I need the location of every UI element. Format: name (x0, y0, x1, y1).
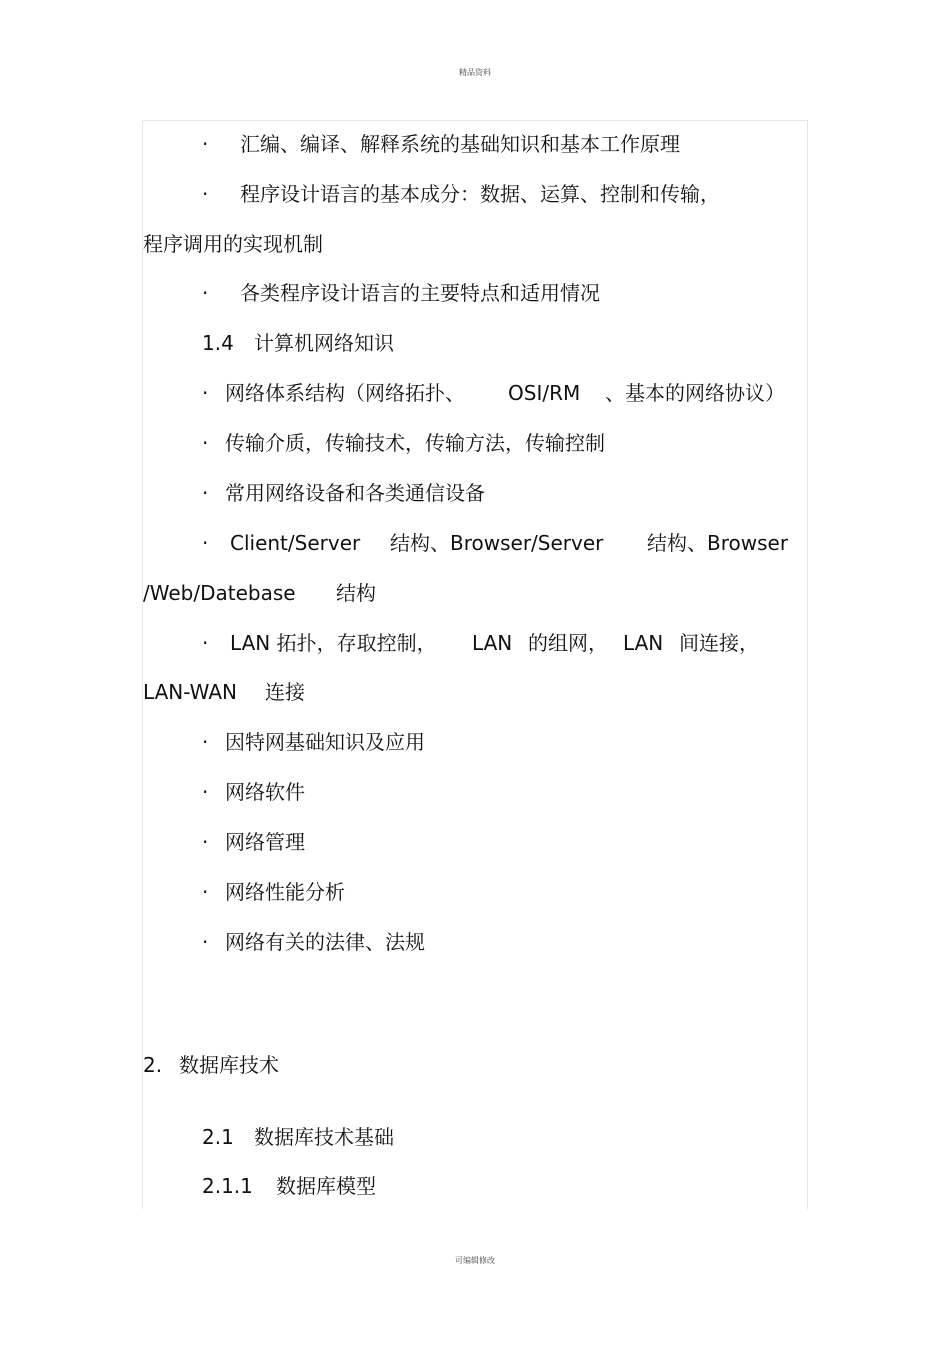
list-item-text: 的组网， (528, 631, 608, 655)
list-item-text: 网络体系结构（网络拓扑、 (225, 381, 465, 405)
bullet: · (202, 531, 209, 555)
section-number: 1.4 (202, 331, 234, 355)
bullet: · (202, 381, 209, 405)
list-item-continuation: LAN-WAN (143, 680, 237, 704)
list-item-text: 传输介质，传输技术，传输方法，传输控制 (225, 431, 605, 455)
chapter-title: 数据库技术 (179, 1053, 279, 1077)
bullet: · (202, 281, 209, 305)
list-item-continuation: 结构 (336, 581, 376, 605)
list-item-text: LAN (623, 631, 664, 655)
list-item-text: 结构、Browser (647, 531, 789, 555)
list-item-text: LAN 拓扑，存取控制， (230, 631, 437, 655)
subsection-number: 2.1.1 (202, 1174, 253, 1198)
bullet: · (202, 730, 209, 754)
bullet: · (202, 481, 209, 505)
list-item-text: 结构、Browser/Server (390, 531, 604, 555)
subsection-title: 数据库模型 (276, 1174, 376, 1198)
page-header: 精品资料 (459, 68, 491, 77)
list-item-text: 网络性能分析 (225, 880, 345, 904)
bullet: · (202, 132, 209, 156)
list-item-text: 常用网络设备和各类通信设备 (225, 481, 485, 505)
list-item-text: 网络管理 (225, 830, 305, 854)
list-item-text: 汇编、编译、解释系统的基础知识和基本工作原理 (240, 132, 680, 156)
bullet: · (202, 431, 209, 455)
bullet: · (202, 631, 209, 655)
bullet: · (202, 930, 209, 954)
section-number: 2.1 (202, 1125, 234, 1149)
bullet: · (202, 830, 209, 854)
list-item-text: 网络有关的法律、法规 (225, 930, 425, 954)
list-item-continuation: 连接 (265, 680, 305, 704)
list-item-text: 、基本的网络协议） (605, 381, 785, 405)
list-item-continuation: 程序调用的实现机制 (143, 232, 323, 256)
list-item-text: Client/Server (230, 531, 361, 555)
chapter-number: 2. (143, 1053, 163, 1077)
list-item-text: 程序设计语言的基本成分：数据、运算、控制和传输， (240, 182, 720, 206)
page-footer: 可编辑修改 (455, 1256, 495, 1265)
bullet: · (202, 182, 209, 206)
bullet: · (202, 780, 209, 804)
list-item-text: 间连接， (679, 631, 759, 655)
bullet: · (202, 880, 209, 904)
section-title: 数据库技术基础 (254, 1125, 394, 1149)
section-title: 计算机网络知识 (254, 331, 394, 355)
list-item-text: 因特网基础知识及应用 (225, 730, 425, 754)
list-item-continuation: /Web/Datebase (143, 581, 296, 605)
list-item-text: 各类程序设计语言的主要特点和适用情况 (240, 281, 600, 305)
list-item-text: 网络软件 (225, 780, 305, 804)
list-item-text: LAN (472, 631, 513, 655)
list-item-text: OSI/RM (508, 381, 581, 405)
